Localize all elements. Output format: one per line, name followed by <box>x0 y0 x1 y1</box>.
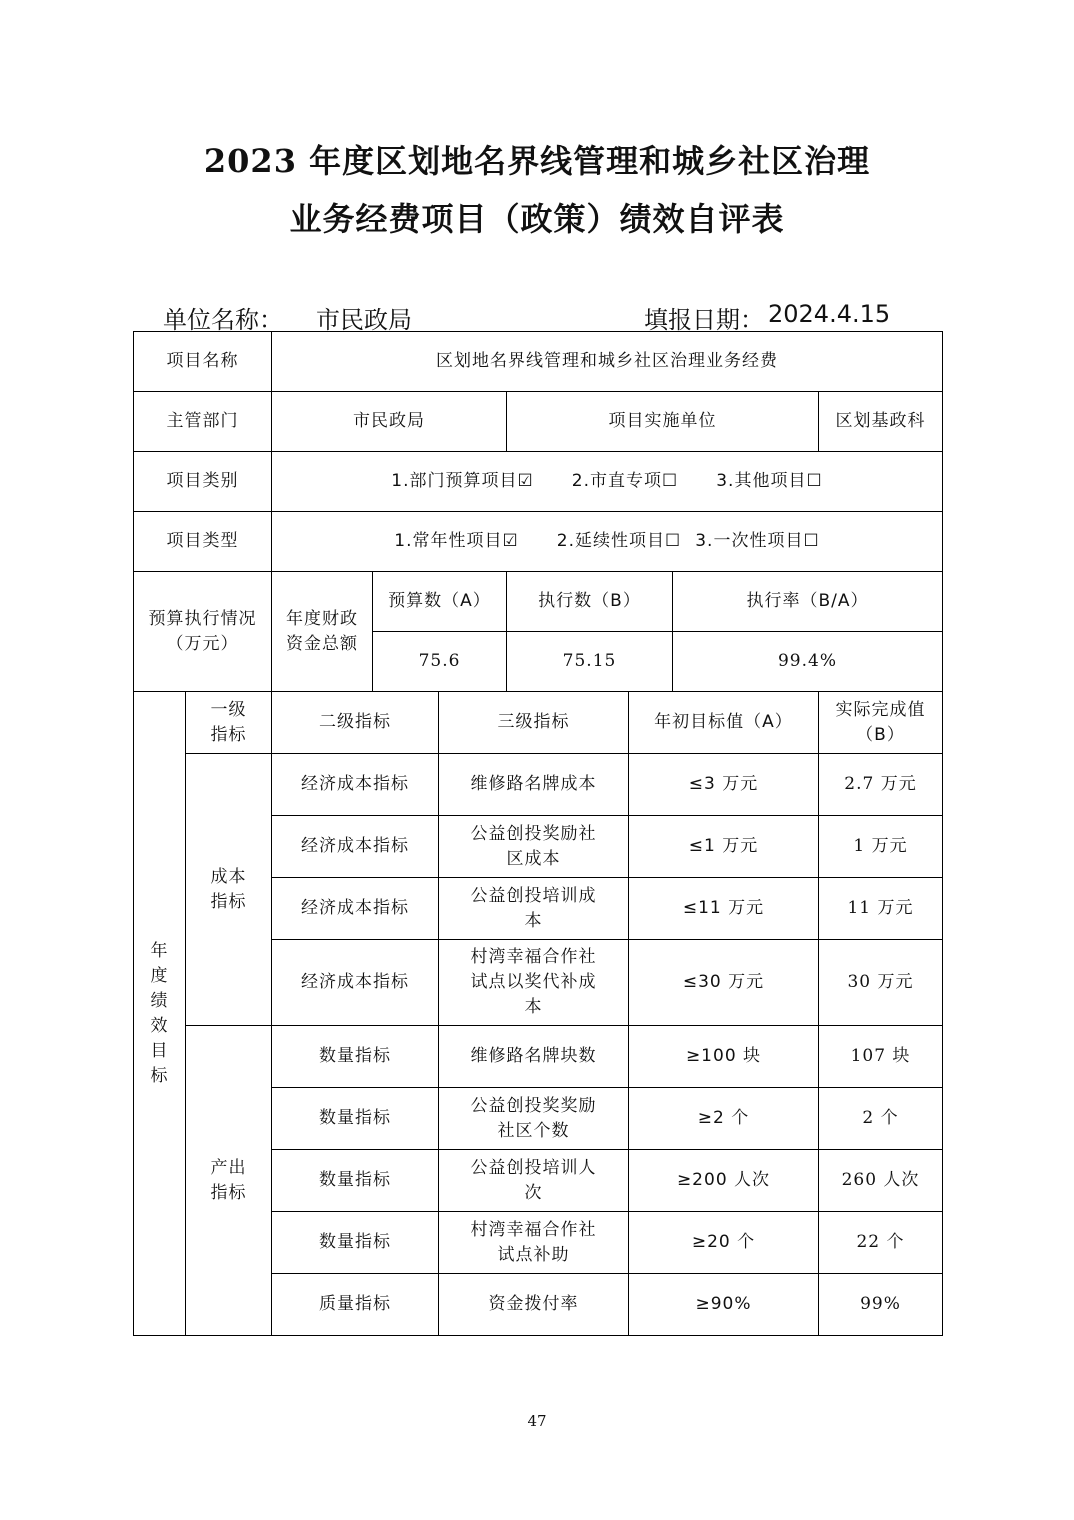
header-level2: 二级指标 <box>272 692 439 754</box>
budget-fund-label: 年度财政 资金总额 <box>272 572 373 692</box>
cell-actual: 2.7 万元 <box>819 754 943 816</box>
header-actual: 实际完成值（B） <box>819 692 943 754</box>
page-number: 47 <box>527 1412 547 1430</box>
cell-level2: 经济成本指标 <box>272 816 439 878</box>
cell-level3: 公益创投奖励社 区成本 <box>439 816 629 878</box>
dept-value: 市民政局 <box>272 392 507 452</box>
cell-actual: 99% <box>819 1274 943 1336</box>
cell-level3: 公益创投培训成 本 <box>439 878 629 940</box>
cell-target: ≤1 万元 <box>629 816 819 878</box>
type-option-one-time: 3.一次性项目☐ <box>695 531 820 551</box>
cell-level3: 公益创投奖奖励 社区个数 <box>439 1088 629 1150</box>
project-name-label: 项目名称 <box>134 332 272 392</box>
indicators-section-label: 年 度 绩 效 目 标 <box>134 692 186 1336</box>
cell-level3: 公益创投培训人 次 <box>439 1150 629 1212</box>
cell-level2: 数量指标 <box>272 1150 439 1212</box>
header-level3: 三级指标 <box>439 692 629 754</box>
cell-target: ≤11 万元 <box>629 878 819 940</box>
project-name-value: 区划地名界线管理和城乡社区治理业务经费 <box>272 332 943 392</box>
cell-level2: 数量指标 <box>272 1212 439 1274</box>
cell-level2: 数量指标 <box>272 1088 439 1150</box>
cell-actual: 22 个 <box>819 1212 943 1274</box>
type-option-continuing: 2.延续性项目☐ <box>556 531 682 551</box>
category-label: 项目类别 <box>134 452 272 512</box>
header-level1: 一级 指标 <box>186 692 272 754</box>
cell-target: ≤3 万元 <box>629 754 819 816</box>
category-options <box>272 452 943 512</box>
unit-value: 市民政局 <box>316 306 412 334</box>
date-value: 2024.4.15 <box>768 300 891 328</box>
table-row <box>134 754 943 816</box>
cell-level3: 维修路名牌块数 <box>439 1026 629 1088</box>
cell-target: ≥20 个 <box>629 1212 819 1274</box>
cell-level2: 经济成本指标 <box>272 878 439 940</box>
cell-level2: 质量指标 <box>272 1274 439 1336</box>
table-row <box>134 1026 943 1088</box>
budget-col-rate: 执行率（B/A） <box>673 572 943 632</box>
type-label: 项目类型 <box>134 512 272 572</box>
type-options <box>272 512 943 572</box>
cell-level2: 经济成本指标 <box>272 754 439 816</box>
cell-level2: 数量指标 <box>272 1026 439 1088</box>
impl-unit-label: 项目实施单位 <box>507 392 819 452</box>
type-option-recurring: 1.常年性项目☑ <box>394 531 519 551</box>
category-option-other: 3.其他项目☐ <box>716 471 823 491</box>
budget-val-a: 75.6 <box>373 632 507 692</box>
unit-label: 单位名称： <box>163 306 283 334</box>
category-option-dept-budget: 1.部门预算项目☑ <box>391 471 534 491</box>
page-title-line1: 2023 年度区划地名界线管理和城乡社区治理 <box>203 142 871 180</box>
date-label: 填报日期： <box>644 306 764 334</box>
cell-level3: 村湾幸福合作社 试点以奖代补成 本 <box>439 940 629 1026</box>
cell-actual: 2 个 <box>819 1088 943 1150</box>
budget-val-b: 75.15 <box>507 632 673 692</box>
cell-level3: 维修路名牌成本 <box>439 754 629 816</box>
group-label-output: 产出 指标 <box>186 1026 272 1336</box>
budget-label: 预算执行情况 （万元） <box>134 572 272 692</box>
cell-actual: 1 万元 <box>819 816 943 878</box>
cell-level3: 村湾幸福合作社 试点补助 <box>439 1212 629 1274</box>
cell-target: ≥2 个 <box>629 1088 819 1150</box>
impl-unit-value: 区划基政科 <box>819 392 943 452</box>
cell-actual: 107 块 <box>819 1026 943 1088</box>
evaluation-table <box>133 331 943 1336</box>
cell-target: ≥200 人次 <box>629 1150 819 1212</box>
cell-actual: 30 万元 <box>819 940 943 1026</box>
budget-col-b: 执行数（B） <box>507 572 673 632</box>
header-target: 年初目标值（A） <box>629 692 819 754</box>
dept-label: 主管部门 <box>134 392 272 452</box>
group-label-cost: 成本 指标 <box>186 754 272 1026</box>
budget-val-rate: 99.4% <box>673 632 943 692</box>
cell-target: ≥90% <box>629 1274 819 1336</box>
category-option-city-special: 2.市直专项☐ <box>571 471 679 491</box>
cell-level2: 经济成本指标 <box>272 940 439 1026</box>
cell-target: ≥100 块 <box>629 1026 819 1088</box>
page-title-line2: 业务经费项目（政策）绩效自评表 <box>289 200 785 238</box>
cell-actual: 11 万元 <box>819 878 943 940</box>
cell-target: ≤30 万元 <box>629 940 819 1026</box>
cell-level3: 资金拨付率 <box>439 1274 629 1336</box>
cell-actual: 260 人次 <box>819 1150 943 1212</box>
budget-col-a: 预算数（A） <box>373 572 507 632</box>
